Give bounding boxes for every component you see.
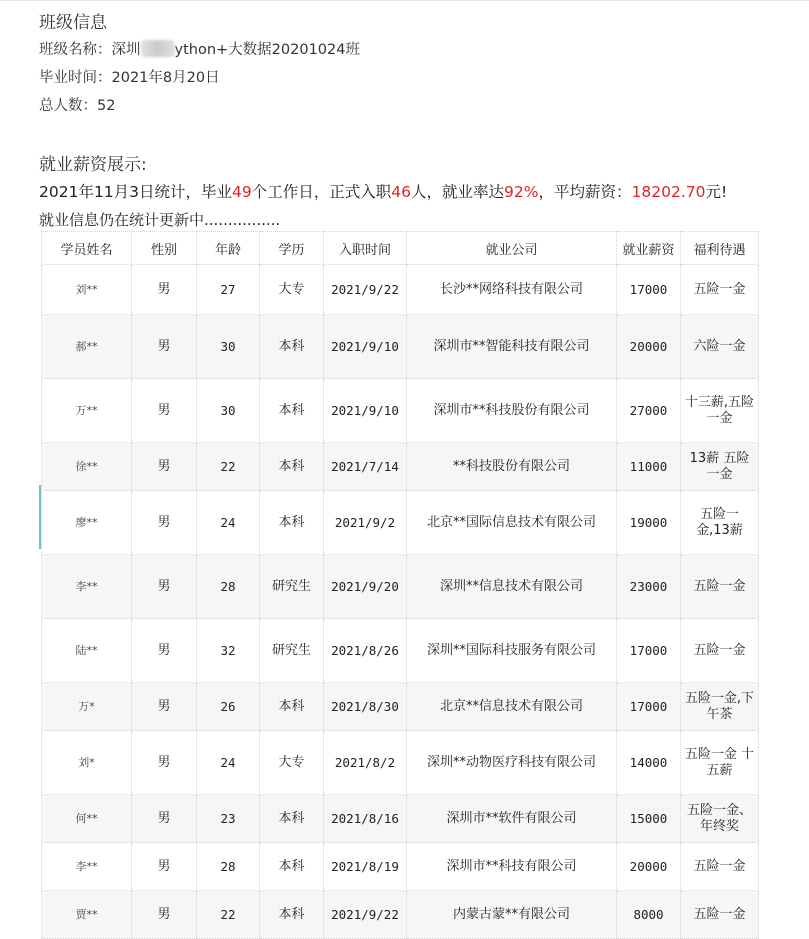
cell-join-date: 2021/9/2 [324, 491, 407, 555]
cell-salary: 8000 [617, 891, 681, 939]
cell-age: 28 [197, 555, 260, 619]
employment-rate-value: 92% [504, 183, 539, 201]
cell-salary: 23000 [617, 555, 681, 619]
cell-age: 22 [197, 443, 260, 491]
cell-benefits: 十三薪,五险一金 [681, 379, 759, 443]
cell-company: 深圳市**科技股份有限公司 [407, 379, 617, 443]
cell-education: 本科 [260, 491, 324, 555]
cell-age: 32 [197, 619, 260, 683]
workdays-value: 49 [232, 183, 252, 201]
cell-company: 深圳市**科技有限公司 [407, 843, 617, 891]
cell-name: 陆** [42, 619, 132, 683]
cell-company: 北京**国际信息技术有限公司 [407, 491, 617, 555]
cell-gender: 男 [132, 555, 197, 619]
cell-salary: 17000 [617, 619, 681, 683]
cell-education: 大专 [260, 731, 324, 795]
cell-education: 本科 [260, 315, 324, 379]
cell-age: 28 [197, 843, 260, 891]
cell-age: 24 [197, 731, 260, 795]
cell-benefits: 六险一金 [681, 315, 759, 379]
cell-education: 本科 [260, 683, 324, 731]
cell-salary: 17000 [617, 683, 681, 731]
table-row [42, 491, 759, 555]
cell-name: 刘* [42, 731, 132, 795]
class-info-section [39, 10, 360, 120]
table-row [42, 619, 759, 683]
table-row [42, 683, 759, 731]
cell-benefits: 五险一金,下午茶 [681, 683, 759, 731]
hired-count-value: 46 [391, 183, 412, 201]
cell-company: 北京**信息技术有限公司 [407, 683, 617, 731]
student-count-line [39, 92, 360, 120]
cell-company: **科技股份有限公司 [407, 443, 617, 491]
cell-gender: 男 [132, 315, 197, 379]
table-row [42, 265, 759, 315]
header-salary: 就业薪资 [617, 232, 681, 265]
cell-education: 本科 [260, 379, 324, 443]
table-header-row [42, 232, 759, 265]
average-salary-value: 18202.70 [631, 183, 706, 201]
cell-salary: 17000 [617, 265, 681, 315]
cell-education: 研究生 [260, 619, 324, 683]
updating-notice: 就业信息仍在统计更新中................ [39, 211, 281, 229]
cell-join-date: 2021/8/26 [324, 619, 407, 683]
stats-text-1: 2021年11月3日统计，毕业 [39, 183, 233, 201]
cell-company: 深圳市**智能科技有限公司 [407, 315, 617, 379]
cell-benefits: 五险一金 [681, 619, 759, 683]
cell-gender: 男 [132, 491, 197, 555]
cell-name: 郝** [42, 315, 132, 379]
cell-join-date: 2021/9/10 [324, 315, 407, 379]
cell-name: 李** [42, 843, 132, 891]
cell-join-date: 2021/9/22 [324, 891, 407, 939]
cell-benefits: 五险一金 十五薪 [681, 731, 759, 795]
cell-age: 30 [197, 379, 260, 443]
cell-name: 万** [42, 379, 132, 443]
cell-benefits: 五险一金 [681, 265, 759, 315]
cell-join-date: 2021/8/16 [324, 795, 407, 843]
cell-gender: 男 [132, 795, 197, 843]
cell-gender: 男 [132, 619, 197, 683]
cell-gender: 男 [132, 379, 197, 443]
table-row [42, 443, 759, 491]
header-company: 就业公司 [407, 232, 617, 265]
cell-join-date: 2021/9/10 [324, 379, 407, 443]
student-count-label: 总人数： [39, 98, 97, 114]
cell-salary: 19000 [617, 491, 681, 555]
cell-education: 本科 [260, 843, 324, 891]
cell-benefits: 五险一金 [681, 555, 759, 619]
graduation-date-line [39, 64, 360, 92]
employment-table [41, 231, 759, 939]
cell-company: 长沙**网络科技有限公司 [407, 265, 617, 315]
cell-company: 深圳**国际科技服务有限公司 [407, 619, 617, 683]
cell-name: 廖** [42, 491, 132, 555]
cell-company: 深圳市**软件有限公司 [407, 795, 617, 843]
cell-company: 深圳**信息技术有限公司 [407, 555, 617, 619]
cell-benefits: 五险一金,13薪 [681, 491, 759, 555]
graduation-label: 毕业时间： [39, 70, 112, 86]
header-gender: 性别 [132, 232, 197, 265]
cell-benefits: 五险一金、年终奖 [681, 795, 759, 843]
cell-education: 本科 [260, 891, 324, 939]
cell-join-date: 2021/7/14 [324, 443, 407, 491]
cell-salary: 20000 [617, 315, 681, 379]
employment-title: 就业薪资展示: [39, 155, 147, 175]
cell-join-date: 2021/9/22 [324, 265, 407, 315]
class-name-prefix: 深圳 [111, 42, 141, 58]
cell-gender: 男 [132, 265, 197, 315]
cell-education: 本科 [260, 443, 324, 491]
cell-age: 26 [197, 683, 260, 731]
cell-salary: 14000 [617, 731, 681, 795]
stats-text-4: ，平均薪资： [538, 183, 632, 201]
cell-benefits: 13薪 五险一金 [681, 443, 759, 491]
cell-name: 李** [42, 555, 132, 619]
cell-name: 刘** [42, 265, 132, 315]
cell-salary: 20000 [617, 843, 681, 891]
header-join-date: 入职时间 [324, 232, 407, 265]
student-count-value: 52 [97, 98, 116, 114]
cell-benefits: 五险一金 [681, 843, 759, 891]
cell-age: 30 [197, 315, 260, 379]
stats-text-5: 元! [705, 183, 728, 201]
cell-join-date: 2021/9/20 [324, 555, 407, 619]
cell-name: 徐** [42, 443, 132, 491]
cell-join-date: 2021/8/30 [324, 683, 407, 731]
cell-gender: 男 [132, 843, 197, 891]
cell-salary: 15000 [617, 795, 681, 843]
cell-gender: 男 [132, 443, 197, 491]
header-education: 学历 [260, 232, 324, 265]
graduation-value: 2021年8月20日 [111, 70, 220, 86]
cell-salary: 11000 [617, 443, 681, 491]
blurred-redaction [141, 40, 175, 57]
stats-text-2: 个工作日，正式入职 [251, 183, 392, 201]
table-row [42, 843, 759, 891]
header-benefits: 福利待遇 [681, 232, 759, 265]
cell-gender: 男 [132, 683, 197, 731]
cell-education: 本科 [260, 795, 324, 843]
class-info-title: 班级信息 [39, 13, 107, 33]
cell-age: 27 [197, 265, 260, 315]
table-row [42, 731, 759, 795]
table-row [42, 891, 759, 939]
table-row [42, 795, 759, 843]
cell-name: 贾** [42, 891, 132, 939]
cell-age: 24 [197, 491, 260, 555]
cell-gender: 男 [132, 731, 197, 795]
cell-education: 研究生 [260, 555, 324, 619]
cell-benefits: 五险一金 [681, 891, 759, 939]
employment-stats [39, 178, 727, 206]
class-name-line [39, 36, 360, 64]
cell-join-date: 2021/8/19 [324, 843, 407, 891]
class-name-label: 班级名称： [39, 42, 112, 58]
cell-age: 23 [197, 795, 260, 843]
cell-gender: 男 [132, 891, 197, 939]
top-divider [0, 0, 809, 1]
cell-salary: 27000 [617, 379, 681, 443]
cell-company: 内蒙古蒙**有限公司 [407, 891, 617, 939]
header-age: 年龄 [197, 232, 260, 265]
cell-name: 万* [42, 683, 132, 731]
cell-education: 大专 [260, 265, 324, 315]
table-row [42, 315, 759, 379]
table-row [42, 555, 759, 619]
cell-name: 何** [42, 795, 132, 843]
header-name: 学员姓名 [42, 232, 132, 265]
table-row [42, 379, 759, 443]
cell-company: 深圳**动物医疗科技有限公司 [407, 731, 617, 795]
cell-join-date: 2021/8/2 [324, 731, 407, 795]
stats-text-3: 人，就业率达 [411, 183, 505, 201]
cell-age: 22 [197, 891, 260, 939]
class-name-suffix: ython+大数据20201024班 [174, 42, 360, 58]
